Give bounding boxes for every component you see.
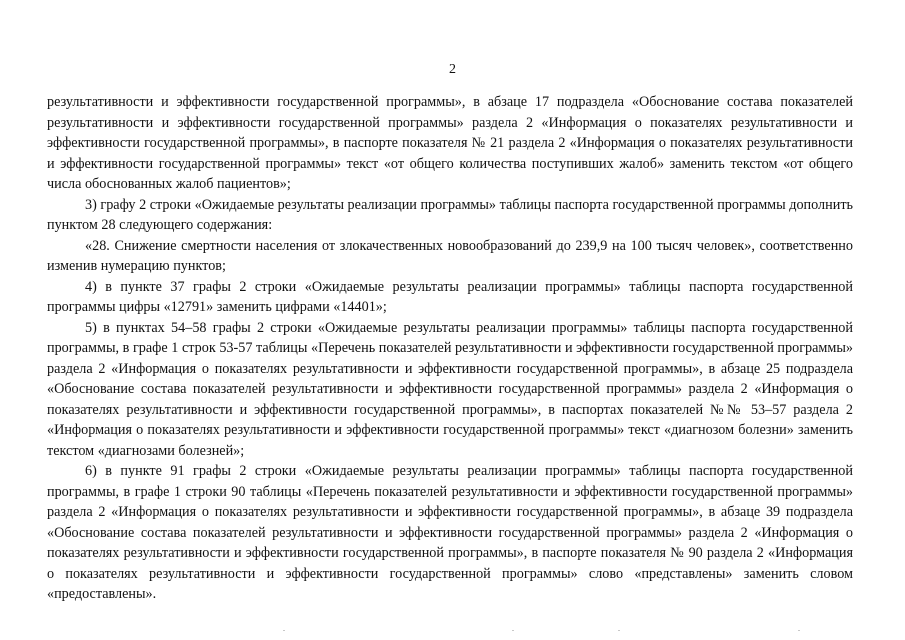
paragraph-continuation: результативности и эффективности государственной программы», в абзаце 17 подраздела «Обоснование состава показателей результативности и эффективности государственной программы» раздела 2 «Информация о показателях результативности и эффективности государственной программы», в паспорте показателя № 21 раздела 2 «Информация о показателях результативности и эффективности государственной программы» текст «от общего количества поступивших жалоб» заменить текстом «от общего числа обоснованных жалоб пациентов»;	[47, 94, 853, 192]
paragraph-item-6: 6) в пункте 91 графы 2 строки «Ожидаемые результаты реализации программы» таблицы паспорта государственной программы, в графе 1 строки 90 таблицы «Перечень показателей результативности и эффективности государственной программы» раздела 2 «Информация о показателях результативности и эффективности государственной программы», в абзаце 39 подраздела «Обоснование состава показателей результативности и эффективности государственной программы» раздела 2 «Информация о показателях результативности и эффективности государственной программы», в паспорте показателя № 90 раздела 2 «Информация о показателях результативности и эффективности государственной программы» слово «представлены» заменить словом «предоставлены».	[47, 463, 853, 602]
scan-artifact	[283, 630, 285, 631]
paragraph-item-3: 3) графу 2 строки «Ожидаемые результаты реализации программы» таблицы паспорта государственной программы дополнить пунктом 28 следующего содержания:	[47, 196, 853, 233]
paragraph-item-4: 4) в пункте 37 графы 2 строки «Ожидаемые результаты реализации программы» таблицы паспорта государственной программы цифры «12791» заменить цифрами «14401»;	[47, 278, 853, 315]
paragraph-item-5: 5) в пунктах 54–58 графы 2 строки «Ожидаемые результаты реализации программы» таблицы паспорта государственной программы, в графе 1 строк 53-57 таблицы «Перечень показателей результативности и эффективности государственной программы» раздела 2 «Информация о показателях результативности и эффективности государственной программы», в абзаце 25 подраздела «Обоснование состава показателей результативности и эффективности государственной программы» раздела 2 «Информация о показателях результативности и эффективности государственной программы», в паспортах показателей №№ 53–57 раздела 2 «Информация о показателях результативности и эффективности государственной программы» текст «диагнозом болезни» заменить текстом «диагнозами болезней»;	[47, 319, 853, 459]
paragraph-quoted-item-28: «28. Снижение смертности населения от злокачественных новообразований до 239,9 на 100 тысяч человек», соответственно изменив нумерацию пунктов;	[47, 237, 853, 274]
page-number: 2	[449, 62, 456, 77]
scan-artifact	[618, 630, 620, 631]
scan-artifact	[512, 630, 514, 631]
scan-artifact	[798, 630, 800, 631]
document-body	[47, 92, 853, 605]
